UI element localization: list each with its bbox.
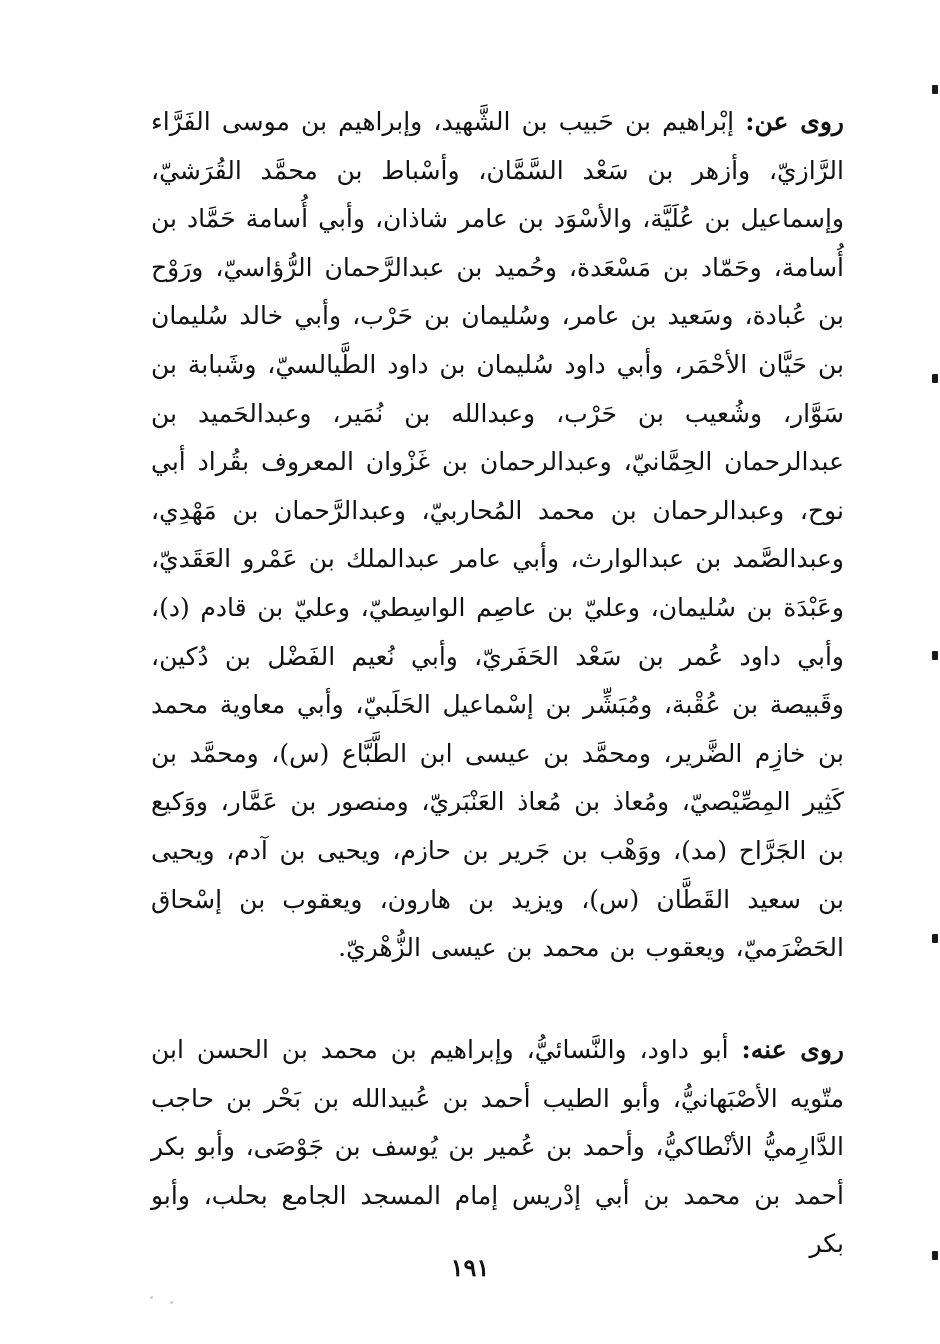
narrated-from-paragraph	[151, 98, 844, 973]
page-edge-mark	[932, 651, 938, 660]
page-edge-mark	[932, 934, 938, 943]
scan-speck	[150, 1296, 153, 1299]
narrated-by-paragraph	[151, 1026, 844, 1269]
narrated-from-text: إبْراهيم بن حَبيب بن الشَّهيد، وإبراهيم بن موسى الفَرَّاء الرَّازيّ، وأزهر بن سَعْد السَّمَّان، وأسْباط بن محمَّد القُرَشيّ، وإسماعيل بن عُلَيَّة، والأسْوَد بن عامر شاذان، وأبي أُسامة حَمَّاد بن أُسامة، وحَمّاد بن مَسْعَدة، وحُميد بن عبدالرَّحمان الرُّؤاسيّ، ورَوْح بن عُبادة، وسَعيد بن عامر، وسُليمان بن حَرْب، وأبي خالد سُليمان بن حَيَّان الأحْمَر، وأبي داود سُليمان بن داود الطَّيالسيّ، وشَبابة بن سَوَّار، وشُعيب بن حَرْب، وعبدالله بن نُمَير، وعبدالحَميد بن عبدالرحمان الحِمَّانيّ، وعبدالرحمان بن غَزْوان المعروف بقُراد أبي نوح، وعبدالرحمان بن محمد المُحاربيّ، وعبدالرَّحمان بن مَهْدِي، وعبدالصَّمد بن عبدالوارث، وأبي عامر عبدالملك بن عَمْرو العَقَديّ، وعَبْدَة بن سُليمان، وعليّ بن عاصِم الواسِطيّ، وعليّ بن قادم (د)، وأبي داود عُمر بن سَعْد الحَفَريّ، وأبي نُعيم الفَضْل بن دُكين، وقَبيصة بن عُقْبة، ومُبَشِّر بن إسْماعيل الحَلَبيّ، وأبي معاوية محمد بن خازِم الضَّرير، ومحمَّد بن عيسى ابن الطَّبَّاع (س)، ومحمَّد بن كَثِير المِصِّيْصيّ، ومُعاذ بن مُعاذ العَنْبَريّ، ومنصور بن عَمَّار، ووَكيع بن الجَرَّاح (مد)، ووَهْب بن جَرير بن حازم، ويحيى بن آدم، ويحيى بن سعيد القَطَّان (س)، ويزيد بن هارون، ويعقوب بن إسْحاق الحَضْرَميّ، ويعقوب بن محمد بن عيسى الزُّهْريّ.	[151, 107, 844, 963]
narrated-from-heading: روى عن:	[745, 107, 845, 136]
scan-speck	[170, 1301, 173, 1304]
narrated-by-heading: روى عنه:	[741, 1035, 844, 1064]
narrated-by-text: أبو داود، والنَّسائيُّ، وإبراهيم بن محمد بن الحسن ابن متّويه الأصْبَهانيُّ، وأبو الطيب أحمد بن عُبيدالله بن بَحْر بن حاجب الدَّارِميُّ الأنْطاكيُّ، وأحمد بن عُمير بن يُوسف بن جَوْصَى، وأبو بكر أحمد بن محمد بن أبي إدْريس إمام المسجد الجامع بحلب، وأبو بكر	[151, 1035, 844, 1259]
page-edge-mark	[932, 374, 938, 383]
page-number: ١٩١	[450, 1253, 490, 1282]
page-edge-mark	[932, 85, 938, 94]
